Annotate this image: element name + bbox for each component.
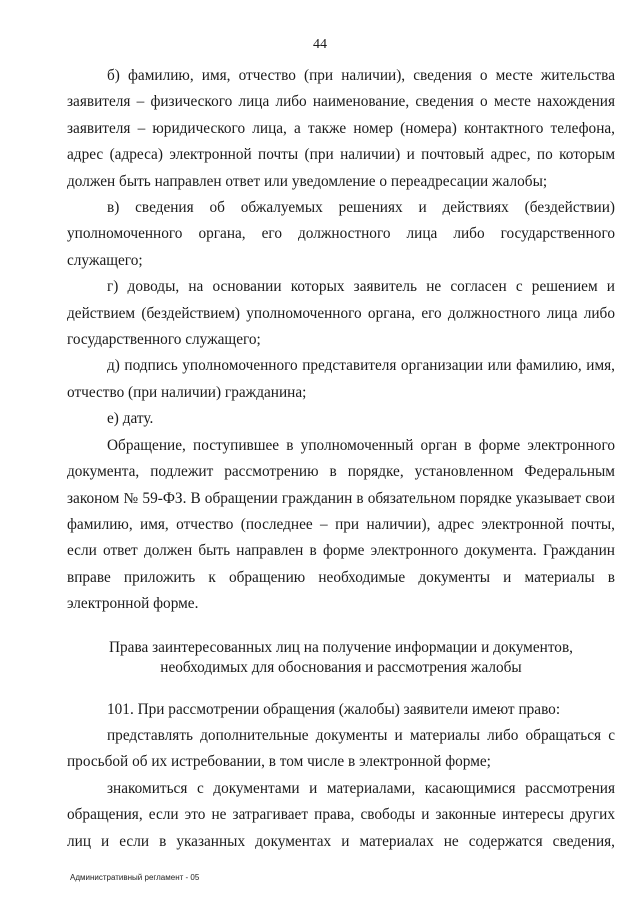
paragraph-e: е) дату. <box>107 410 154 428</box>
section-heading-line-1: Права заинтересованных лиц на получение информации и документов, <box>108 638 574 656</box>
footer-label: Административный регламент - 05 <box>70 873 200 882</box>
paragraph-g: г) доводы, на основании которых заявитель не согласен с решением и действием (бездействием) уполномоченного органа, его должностного лица либо государственного служащего; <box>67 278 615 349</box>
document-body <box>67 63 615 855</box>
page-number: 44 <box>313 37 327 52</box>
paragraph-101: 101. При рассмотрении обращения (жалобы) заявители имеют право: <box>107 700 561 718</box>
paragraph-d: д) подпись уполномоченного представителя организации или фамилию, имя, отчество (при наличии) гражданина; <box>67 357 615 401</box>
paragraph-right-review-documents: знакомиться с документами и материалами, касающимися рассмотрения обращения, если это не затрагивает права, свободы и законные интересы других лиц и если в указанных документах и материалах не содержатся сведения, <box>67 779 615 850</box>
section-heading-line-2: необходимых для обоснования и рассмотрения жалобы <box>160 658 522 676</box>
paragraph-right-submit-documents: представлять дополнительные документы и материалы либо обращаться с просьбой об их истребовании, в том числе в электронной форме; <box>67 726 615 771</box>
section-heading <box>67 638 615 678</box>
paragraph-v: в) сведения об обжалуемых решениях и действиях (бездействии) уполномоченного органа, его должностного лица либо государственного служащего; <box>67 199 615 269</box>
paragraph-b: б) фамилию, имя, отчество (при наличии), сведения о месте жительства заявителя – физического лица либо наименование, сведения о месте нахождения заявителя – юридического лица, а также номер (номера) контактного телефона, адрес (адреса) электронной почты (при наличии) и почтовый адрес, по которым должен быть направлен ответ или уведомление о переадресации жалобы; <box>67 67 615 190</box>
paragraph-electronic-appeal: Обращение, поступившее в уполномоченный орган в форме электронного документа, подлежит рассмотрению в порядке, установленном Федеральным законом № 59-ФЗ. В обращении гражданин в обязательном порядке указывает свои фамилию, имя, отчество (последнее – при наличии), адрес электронной почты, если ответ должен быть направлен в форме электронного документа. Гражданин вправе приложить к обращению необходимые документы и материалы в электронной форме. <box>67 436 615 613</box>
